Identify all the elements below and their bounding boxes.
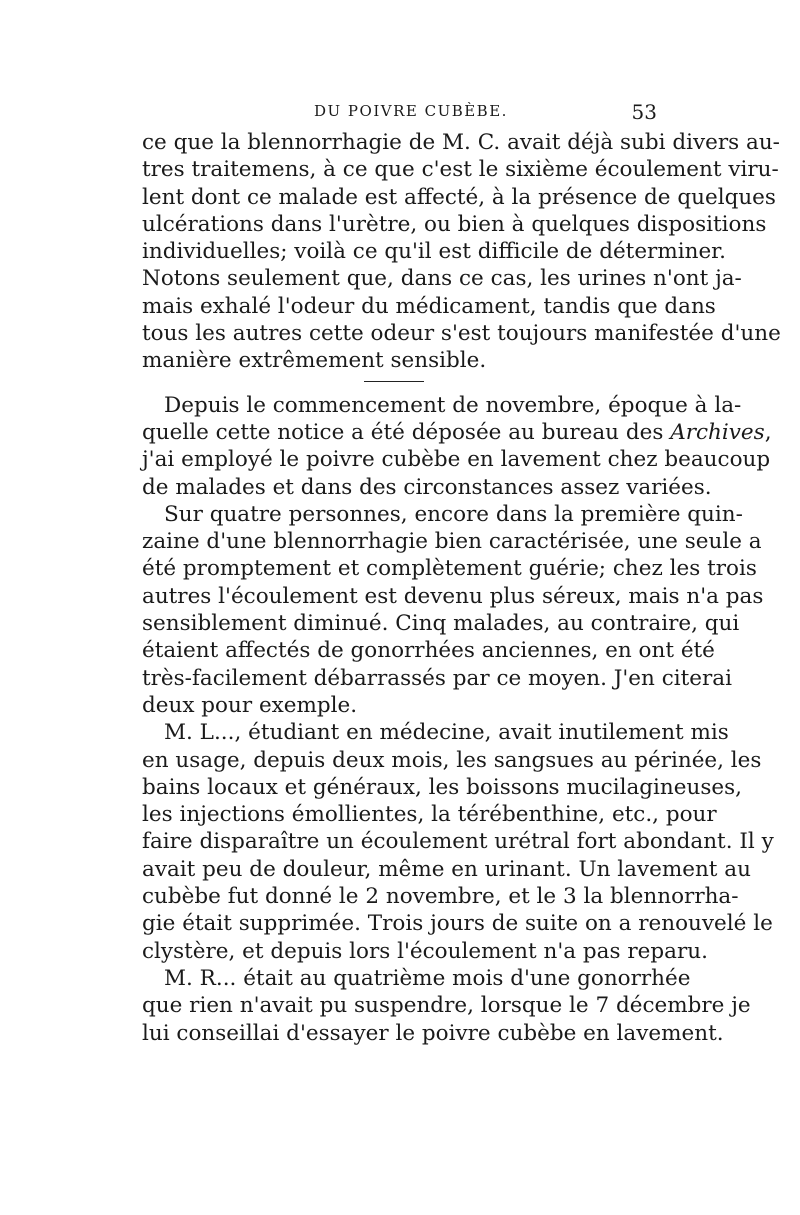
section-divider <box>364 381 424 382</box>
text-line: très-facilement débarrassés par ce moyen. J'en citerai <box>142 665 732 691</box>
text-line: tres traitemens, à ce que c'est le sixième écoulement viru- <box>142 157 779 183</box>
text-line: clystère, et depuis lors l'écoulement n'a pas reparu. <box>142 938 708 964</box>
text-line: étaient affectés de gonorrhées anciennes, en ont été <box>142 638 715 664</box>
text-line: ce que la blennorrhagie de M. C. avait déjà subi divers au- <box>142 130 780 155</box>
text-line: de malades et dans des circonstances assez variées. <box>142 474 712 500</box>
page-header <box>142 100 657 126</box>
body-text <box>142 129 781 1047</box>
text-line: individuelles; voilà ce qu'il est difficile de déterminer. <box>142 239 726 265</box>
paragraph-1 <box>142 129 781 375</box>
paragraph-2 <box>142 392 772 501</box>
journal-title: Archives <box>670 419 765 445</box>
text-line: sensiblement diminué. Cinq malades, au contraire, qui <box>142 611 740 637</box>
text-line: deux pour exemple. <box>142 692 358 718</box>
text-line: M. R... était au quatrième mois d'une gonorrhée <box>164 965 691 991</box>
text-line: Sur quatre personnes, encore dans la première quin- <box>164 501 743 527</box>
text-line: Depuis le commencement de novembre, époque à la- <box>164 392 742 418</box>
text-line: été promptement et complètement guérie; chez les trois <box>142 556 757 582</box>
text-line: en usage, depuis deux mois, les sangsues au périnée, les <box>142 747 762 773</box>
text-line: les injections émollientes, la térébenthine, etc., pour <box>142 802 717 828</box>
text-line: lui conseillai d'essayer le poivre cubèbe en lavement. <box>142 1020 724 1046</box>
text-line: mais exhalé l'odeur du médicament, tandis que dans <box>142 293 716 319</box>
text-line: ulcérations dans l'urètre, ou bien à quelques dispositions <box>142 211 767 237</box>
paragraph-3 <box>142 501 764 719</box>
text-line: faire disparaître un écoulement urétral fort abondant. Il y <box>142 829 774 855</box>
text-line: autres l'écoulement est devenu plus séreux, mais n'a pas <box>142 583 764 609</box>
text-line: avait peu de douleur, même en urinant. Un lavement au <box>142 856 751 882</box>
page-number: 53 <box>631 100 657 124</box>
paragraph-4 <box>142 719 774 965</box>
text-line: cubèbe fut donné le 2 novembre, et le 3 la blennorrha- <box>142 884 739 910</box>
text-line: M. L..., étudiant en médecine, avait inutilement mis <box>164 720 729 746</box>
running-title: DU POIVRE CUBÈBE. <box>314 102 508 120</box>
text-line: j'ai employé le poivre cubèbe en lavement chez beaucoup <box>142 447 771 473</box>
text-line: Notons seulement que, dans ce cas, les urines n'ont ja- <box>142 266 742 292</box>
text-line: tous les autres cette odeur s'est toujours manifestée d'une <box>142 321 781 347</box>
text-line: manière extrêmement sensible. <box>142 348 487 374</box>
text-line: quelle cette notice a été déposée au bureau des Archives, <box>142 419 772 445</box>
text-line: que rien n'avait pu suspendre, lorsque le 7 décembre je <box>142 993 751 1019</box>
text-line: zaine d'une blennorrhagie bien caractérisée, une seule a <box>142 529 762 555</box>
paragraph-5 <box>142 965 751 1047</box>
text-line: bains locaux et généraux, les boissons mucilagineuses, <box>142 774 742 800</box>
text-line: lent dont ce malade est affecté, à la présence de quelques <box>142 184 776 210</box>
text-line: gie était supprimée. Trois jours de suite on a renouvelé le <box>142 911 773 937</box>
